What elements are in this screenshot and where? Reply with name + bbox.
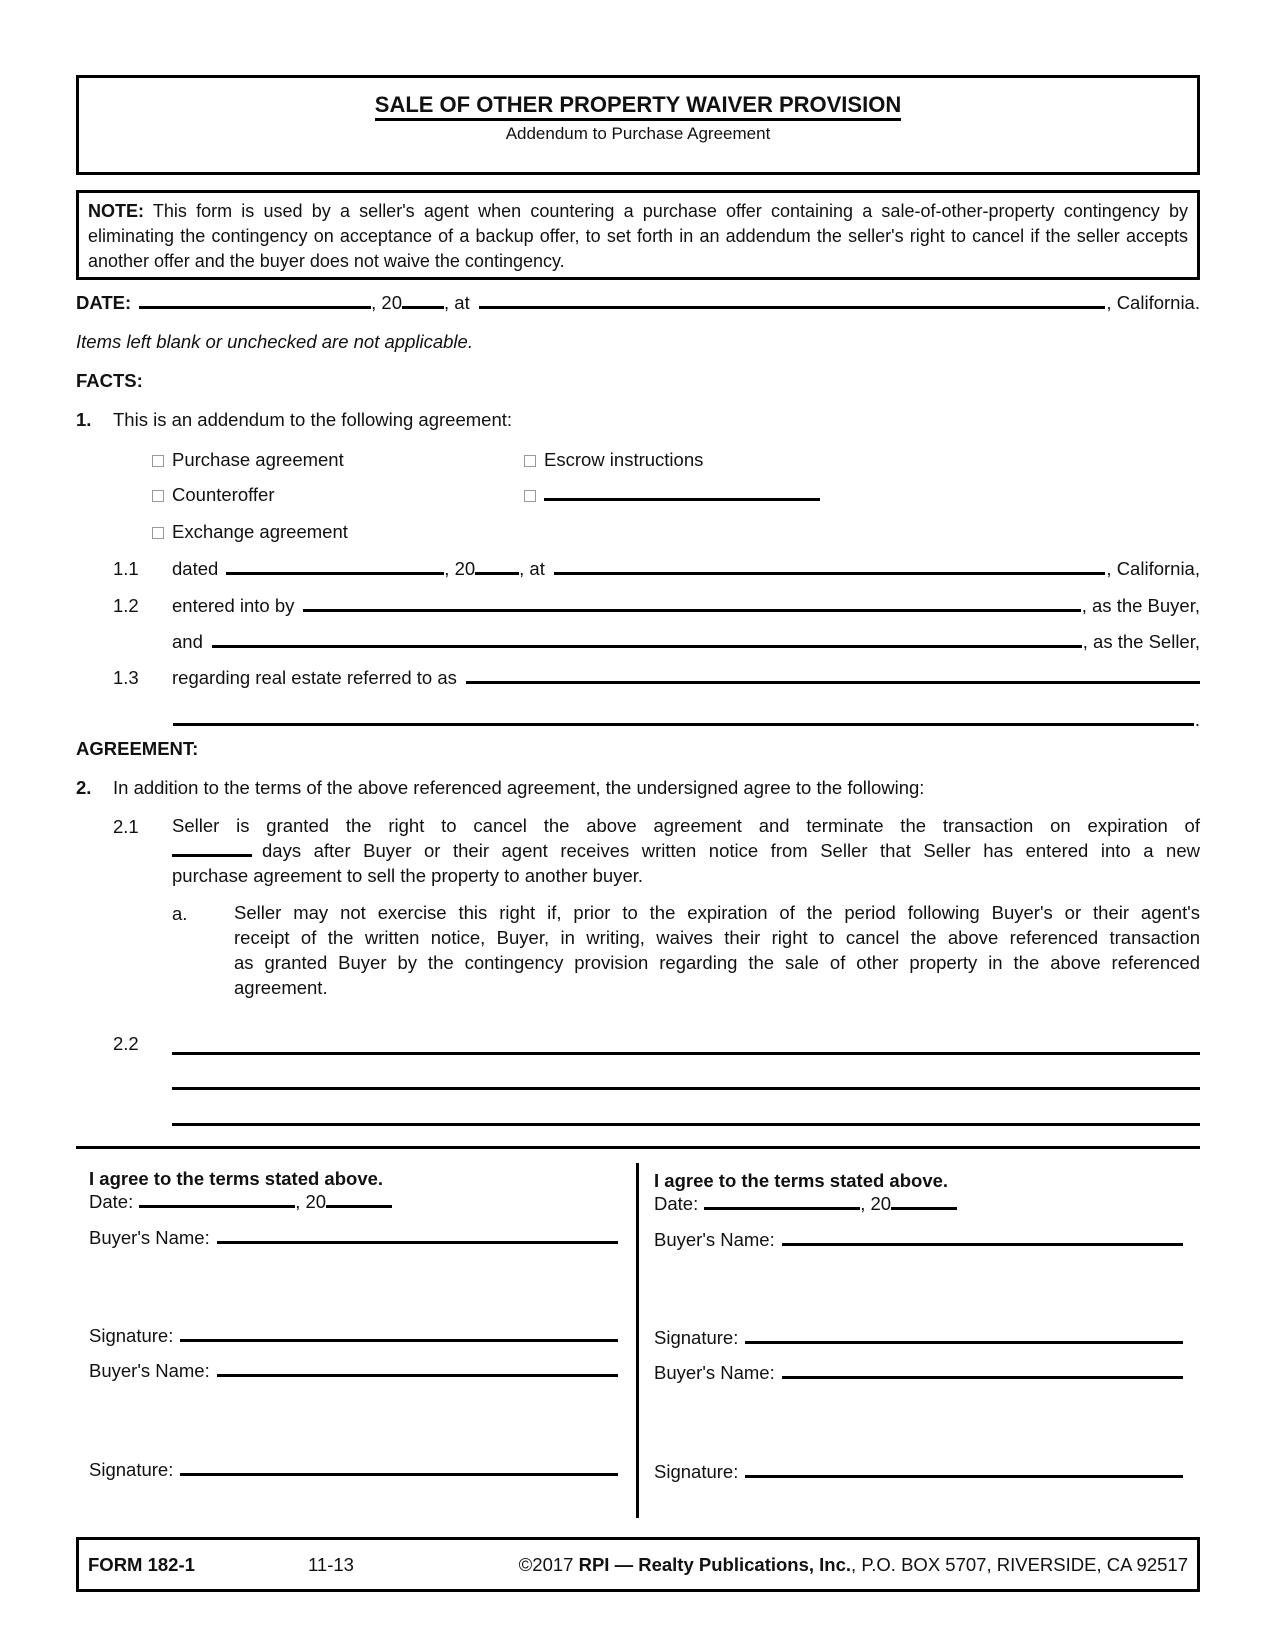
dated-place-field[interactable] — [554, 571, 1106, 575]
right-date-field[interactable] — [704, 1206, 860, 1210]
left-signature-1-field[interactable] — [180, 1338, 618, 1342]
property-field-1[interactable] — [466, 680, 1200, 684]
item-1-3-cont: . — [172, 709, 1200, 731]
property-field-2[interactable] — [173, 722, 1194, 726]
right-signature-1-field[interactable] — [745, 1340, 1183, 1344]
facts-heading: FACTS: — [76, 370, 143, 391]
blank-notice: Items left blank or unchecked are not applicable. — [76, 331, 473, 352]
left-signature-2-field[interactable] — [180, 1472, 618, 1476]
other-agreement-field[interactable] — [544, 497, 820, 501]
item-2-1-a-label: a. — [172, 903, 188, 924]
agree-heading-right: I agree to the terms stated above. — [654, 1170, 949, 1191]
item-1-text: This is an addendum to the following agreement: — [113, 409, 513, 430]
item-1-1: dated , 20 , at , California, — [172, 558, 1200, 579]
date-field[interactable] — [139, 305, 371, 309]
form-number: FORM 182-1 — [88, 1554, 195, 1575]
item-2-2-line-1[interactable] — [172, 1052, 1200, 1055]
place-field[interactable] — [479, 305, 1106, 309]
item-1-number: 1. — [76, 409, 92, 430]
item-1-3: regarding real estate referred to as — [172, 667, 1200, 689]
section-divider — [76, 1146, 1200, 1149]
right-signature-2-field[interactable] — [745, 1474, 1183, 1478]
item-2-text: In addition to the terms of the above referenced agreement, the undersigned agree to the following: — [113, 777, 925, 798]
item-2-1-a-text: Seller may not exercise this right if, prior to the expiration of the period following Buyer's or their agent's receipt of the written notice, Buyer, in writing, waives their right to cancel the above referenced transaction as granted Buyer by the contingency provision regarding the sale of other property in the above referenced agreement. — [234, 902, 1200, 998]
checkbox[interactable] — [524, 455, 536, 467]
item-1-2-number: 1.2 — [113, 595, 139, 616]
left-buyer-name-2-field[interactable] — [217, 1373, 618, 1377]
right-buyer-name-1-field[interactable] — [782, 1242, 1183, 1246]
item-1-3-number: 1.3 — [113, 667, 139, 688]
left-date-field[interactable] — [139, 1204, 295, 1208]
days-field[interactable] — [172, 853, 252, 857]
left-year-field[interactable] — [326, 1204, 392, 1208]
right-buyer-name-2-field[interactable] — [782, 1375, 1183, 1379]
item-2-2-line-3[interactable] — [172, 1123, 1200, 1126]
item-2-2-line-2[interactable] — [172, 1087, 1200, 1090]
dated-field[interactable] — [226, 571, 444, 575]
left-buyer-name-1-field[interactable] — [217, 1240, 618, 1244]
item-2-1-number: 2.1 — [113, 816, 139, 837]
seller-field[interactable] — [212, 644, 1082, 648]
note-box — [76, 190, 1200, 280]
signature-column-divider — [636, 1163, 639, 1518]
publisher: RPI — Realty Publications, Inc. — [578, 1554, 852, 1575]
buyer-field[interactable] — [303, 608, 1080, 612]
footer-box — [76, 1537, 1200, 1592]
year-field[interactable] — [402, 305, 444, 309]
form-subtitle: Addendum to Purchase Agreement — [505, 124, 771, 143]
checkbox[interactable] — [152, 490, 164, 502]
dated-year-field[interactable] — [475, 571, 519, 575]
item-1-2-buyer: entered into by , as the Buyer, — [172, 595, 1200, 616]
option-counteroffer[interactable]: Counteroffer — [152, 484, 275, 506]
copyright: ©2017 RPI — Realty Publications, Inc., P.O. BOX 5707, RIVERSIDE, CA 92517 — [518, 1554, 1188, 1575]
note-text: NOTE: This form is used by a seller's agent when countering a purchase offer containing a sale-of-other-property contingency by eliminating the contingency on acceptance of a backup offer, to set forth in an addendum the seller's right to cancel if the seller accepts another offer and the buyer does not waive the contingency. — [88, 201, 1188, 271]
option-exchange-agreement[interactable]: Exchange agreement — [152, 521, 348, 543]
date-label: DATE: — [76, 292, 132, 313]
checkbox[interactable] — [152, 455, 164, 467]
option-escrow-instructions[interactable]: Escrow instructions — [524, 449, 703, 471]
item-2-2-number: 2.2 — [113, 1033, 139, 1054]
item-1-2-seller: and , as the Seller, — [172, 631, 1200, 652]
item-2-number: 2. — [76, 777, 92, 798]
item-2-1-text: Seller is granted the right to cancel the above agreement and terminate the transaction on expiration of days after Buyer or their agent receives written notice from Seller that Seller has entered into a new purchase agreement to sell the property to another buyer. — [172, 815, 1200, 886]
right-year-field[interactable] — [891, 1206, 957, 1210]
checkbox[interactable] — [152, 527, 164, 539]
agree-heading-left: I agree to the terms stated above. — [89, 1168, 384, 1189]
item-1-1-number: 1.1 — [113, 558, 139, 579]
form-title: SALE OF OTHER PROPERTY WAIVER PROVISION — [375, 92, 901, 121]
option-other[interactable] — [524, 484, 820, 506]
date-line: DATE: , 20 , at , California. — [76, 292, 1200, 313]
option-purchase-agreement[interactable]: Purchase agreement — [152, 449, 344, 471]
checkbox[interactable] — [524, 490, 536, 502]
agreement-heading: AGREEMENT: — [76, 738, 199, 759]
form-revision: 11-13 — [308, 1554, 354, 1575]
note-label: NOTE: — [88, 201, 144, 221]
header-box — [76, 75, 1200, 175]
